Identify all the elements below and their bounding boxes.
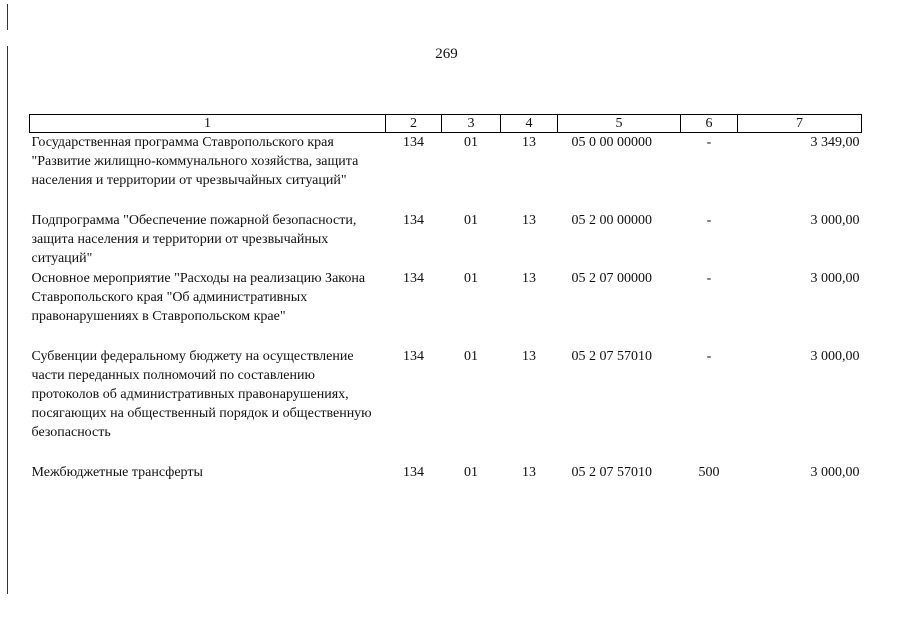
cell-col6: 500 xyxy=(698,464,720,480)
cell-col6: - xyxy=(706,270,712,286)
cell-col2: 134 xyxy=(403,464,424,480)
cell-col6: - xyxy=(706,212,712,228)
cell-amount: 3 000,00 xyxy=(810,348,860,364)
column-header-5: 5 xyxy=(558,115,681,133)
cell-col3: 01 xyxy=(464,464,478,480)
cell-col2: 134 xyxy=(403,270,424,286)
cell-col5: 05 2 00 00000 xyxy=(571,212,652,228)
row-name: Подпрограмма "Обеспечение пожарной безопасности, защита населения и территории от чрезвычайных ситуаций" xyxy=(31,212,357,266)
cell-amount: 3 000,00 xyxy=(810,270,860,286)
cell-amount: 3 349,00 xyxy=(810,135,860,150)
header-row xyxy=(30,115,862,133)
row-name: Государственная программа Ставропольского края "Развитие жилищно-коммунального хозяйства, защита населения и территории от чрезвычайных ситуаций" xyxy=(31,135,359,188)
cell-col4: 13 xyxy=(522,212,536,228)
table-row xyxy=(30,133,862,211)
column-header-6: 6 xyxy=(681,115,738,133)
cell-col2: 134 xyxy=(403,212,424,228)
column-header-3: 3 xyxy=(442,115,501,133)
cell-col5: 05 2 07 57010 xyxy=(571,464,652,480)
row-name: Субвенции федеральному бюджету на осуществление части переданных полномочий по составлению протоколов об административных правонарушениях, посягающих на общественный порядок и общественную безопасность xyxy=(31,348,372,440)
table-row xyxy=(30,211,862,269)
margin-line xyxy=(7,46,8,594)
column-header-2: 2 xyxy=(386,115,442,133)
cell-col5: 05 2 07 00000 xyxy=(571,270,652,286)
cell-amount: 3 000,00 xyxy=(810,212,860,228)
cell-col4: 13 xyxy=(522,270,536,286)
margin-line-top xyxy=(7,4,8,30)
page-number: 269 xyxy=(435,46,458,62)
column-header-7: 7 xyxy=(738,115,862,133)
cell-col5: 05 2 07 57010 xyxy=(571,348,652,364)
table-row xyxy=(30,269,862,347)
cell-col3: 01 xyxy=(464,348,478,364)
cell-col4: 13 xyxy=(522,348,536,364)
cell-col3: 01 xyxy=(464,212,478,228)
column-header-1: 1 xyxy=(30,115,386,133)
cell-col3: 01 xyxy=(464,270,478,286)
budget-table xyxy=(29,114,862,483)
cell-col2: 134 xyxy=(403,348,424,364)
column-header-4: 4 xyxy=(501,115,558,133)
table-row xyxy=(30,347,862,463)
cell-col5: 05 0 00 00000 xyxy=(571,135,652,150)
cell-col6: - xyxy=(706,135,712,150)
cell-col4: 13 xyxy=(522,135,536,150)
cell-col4: 13 xyxy=(522,464,536,480)
table-row xyxy=(30,463,862,483)
row-name: Основное мероприятие "Расходы на реализацию Закона Ставропольского края "Об административных правонарушениях в Ставропольском крае" xyxy=(31,270,366,324)
cell-col3: 01 xyxy=(464,135,478,150)
cell-amount: 3 000,00 xyxy=(810,464,860,480)
cell-col6: - xyxy=(706,348,712,364)
row-name: Межбюджетные трансферты xyxy=(31,464,203,480)
cell-col2: 134 xyxy=(403,135,424,150)
